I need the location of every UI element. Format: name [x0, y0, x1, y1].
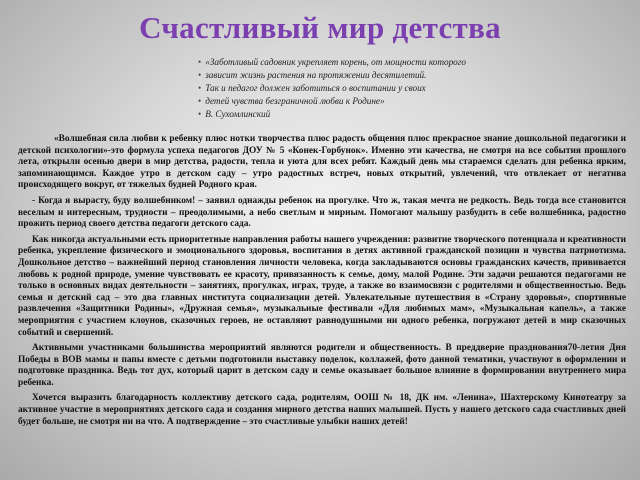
- paragraph-priorities: Как никогда актуальными есть приоритетные направления работы нашего учреждения: развитие творческого потенциала и креативности ребенка, укрепление физического и эмоционального здоровья, воспитания в детях активной гражданской позиции и чувства патриотизма. Дошкольное детство – важнейший период становления личности человека, когда закладываются основы гражданских качеств, прививается любовь к родной природе, умение чувствовать ее красоту, привязанность к семье, дому, малой Родине. Эти задачи решаются педагогами не только в основных видах деятельности – занятиях, прогулках, играх, труде, а также во взаимосвязи с родителями и общественностью. Ведь семья и детский сад – это два главных института социализации детей. Увлекательные путешествия в «Страну здоровья», спортивные развлечения «Защитники Родины», «Дружная семья», музыкальные фестивали «Для любимых мам», «Музыкальная капель», а также мероприятия с участием клоунов, сказочных героев, не оставляют равнодушными ни одного ребенка, погружают детей в мир сказочных событий и свершений.: [18, 234, 626, 338]
- quote-line: • зависит жизнь растения на протяжении десятилетий.: [198, 69, 618, 82]
- paragraph-parents: Активными участниками большинства мероприятий являются родители и общественность. В преддверие празднования70-летия Дня Победы в ВОВ мамы и папы вместе с детьми подготовили выставку поделок, коллажей, фото данной тематики, участвуют в оформлении и подготовке праздника. Ведь тот дух, который царит в детском саду и семье оказывает большое влияние в формировании внутреннего мира ребенка.: [18, 343, 626, 388]
- quote-line: • «Заботливый садовник укрепляет корень, от мощности которого: [198, 56, 618, 69]
- quote-line: • Так и педагог должен заботиться о воспитании у своих: [198, 82, 618, 95]
- epigraph-quote: [198, 56, 618, 121]
- paragraph-wizard: - Когда я вырасту, буду волшебником! – заявил однажды ребенок на прогулке. Что ж, такая мечта не редкость. Ведь тогда все становится веселым и интересным, трудности – преодолимыми, а небо светлым и мирным. Помогают малышу разбудить в себе волшебника, радостно прожить период своего детства педагоги детского сада.: [18, 195, 626, 230]
- quote-author: • В. Сухомлинский: [198, 108, 618, 121]
- article-body: [18, 134, 626, 432]
- paragraph-gratitude: Хочется выразить благодарность коллективу детского сада, родителям, ООШ № 18, ДК им. «Ленина», Шахтерскому Кинотеатру за активное участие в мероприятиях детского сада и создания мирного детства наших малышей. Пусть у нашего детского сада счастливых дней будет больше, не смотря ни на что. А подтверждение – это счастливые улыбки наших детей!: [18, 393, 626, 427]
- page-title: Счастливый мир детства: [139, 10, 501, 45]
- paragraph-intro: «Волшебная сила любви к ребенку плюс нотки творчества плюс радость общения плюс прекрасное знание дошкольной педагогики и детской психологии»-это формула успеха педагогов ДОУ № 5 «Конек-Горбунок». Именно эти качества, не смотря на все события прошлого лета, открыли осенью двери в мир детства, радости, тепла и уюта для всех ребят. Каждый день мы стараемся сделать для ребенка ярким, запоминающимся. Каждое утро в детском саду – утро радостных встреч, новых открытий, увлечений, что отвлекает от негатива происходящего вокруг, от тяжелых будней Родного края.: [18, 134, 626, 191]
- quote-line: • детей чувства безграничной любви к Родине»: [198, 95, 618, 108]
